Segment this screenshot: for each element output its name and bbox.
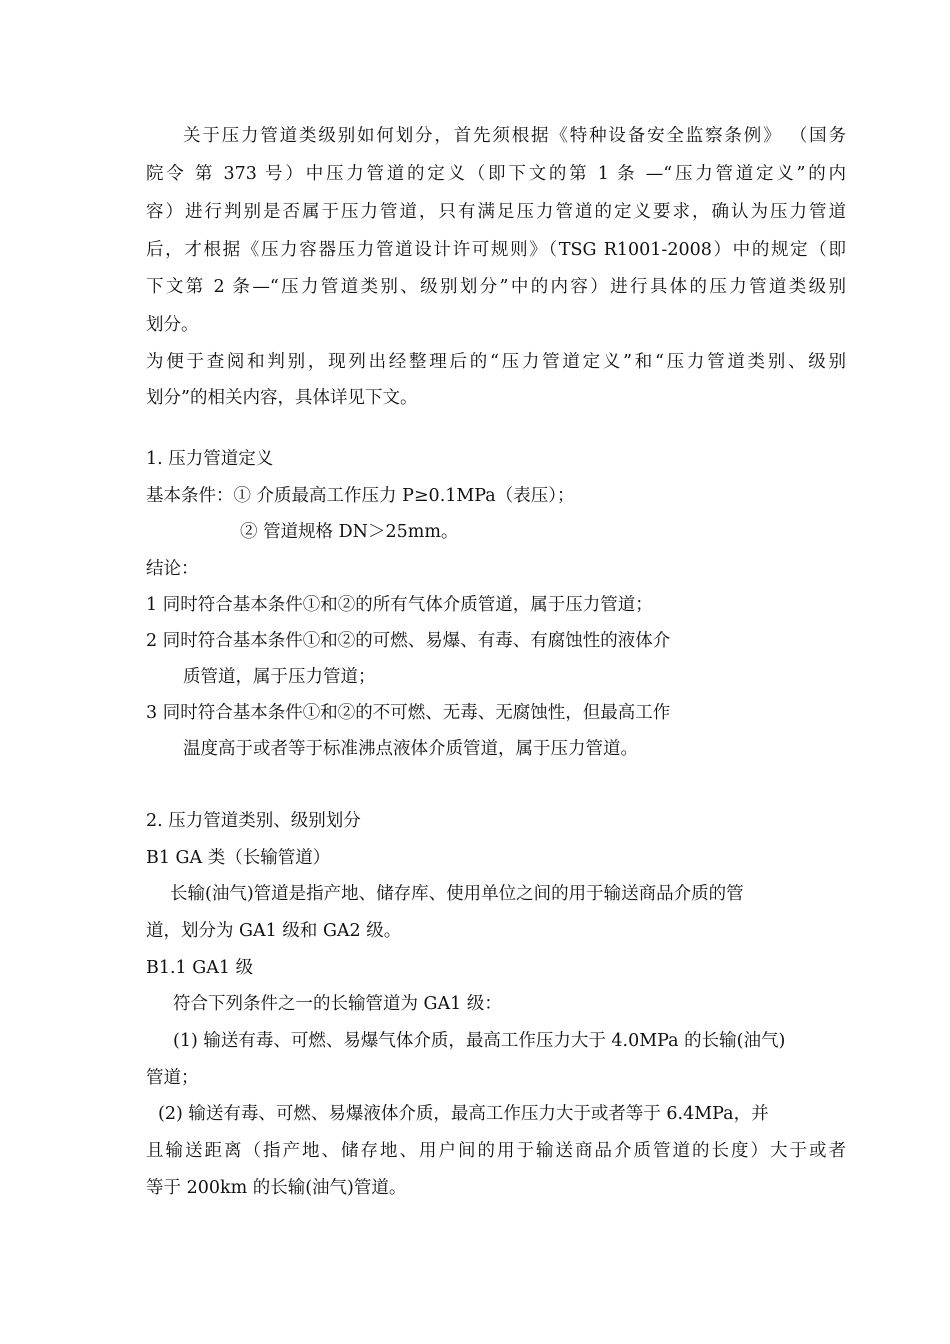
condition-2: (2) 输送有毒、可燃、易爆液体介质，最高工作压力大于或者等于 6.4MPa，并 bbox=[158, 1104, 769, 1124]
conclusion-item-3-cont: 温度高于或者等于标准沸点液体介质管道，属于压力管道。 bbox=[183, 739, 638, 759]
subsection-heading-b1: B1 GA 类（长输管道） bbox=[146, 848, 331, 868]
text-line: 院令 第 373 号）中压力管道的定义（即下文的第 1 条 —“压力管道定义”的内 bbox=[146, 164, 846, 184]
text-line: 划分”的相关内容，具体详见下文。 bbox=[146, 388, 418, 408]
text-line: 容）进行判别是否属于压力管道，只有满足压力管道的定义要求，确认为压力管道 bbox=[146, 202, 846, 222]
section-heading: 2. 压力管道类别、级别划分 bbox=[146, 811, 361, 831]
basic-condition-2: ② 管道规格 DN＞25mm。 bbox=[240, 522, 459, 542]
section-heading: 1. 压力管道定义 bbox=[146, 449, 274, 469]
text-line: 后，才根据《压力容器压力管道设计许可规则》（TSG R1001-2008）中的规定（即 bbox=[146, 240, 846, 260]
conclusion-item-1: 1 同时符合基本条件①和②的所有气体介质管道，属于压力管道； bbox=[146, 595, 653, 615]
text-line: 下文第 2 条—“压力管道类别、级别划分”中的内容）进行具体的压力管道类级别 bbox=[146, 277, 846, 297]
b1-text-line: 道，划分为 GA1 级和 GA2 级。 bbox=[146, 921, 402, 941]
condition-2-cont: 且输送距离（指产地、储存地、用户间的用于输送商品介质管道的长度）大于或者 bbox=[146, 1141, 846, 1161]
condition-1-cont: 管道； bbox=[146, 1068, 199, 1088]
text-line: 关于压力管道类级别如何划分，首先须根据《特种设备安全监察条例》 （国务 bbox=[183, 126, 846, 146]
conclusion-item-3: 3 同时符合基本条件①和②的不可燃、无毒、无腐蚀性，但最高工作 bbox=[146, 703, 671, 723]
conclusion-item-2-cont: 质管道，属于压力管道； bbox=[183, 667, 376, 687]
b1-text-line: 长输(油气)管道是指产地、储存库、使用单位之间的用于输送商品介质的管 bbox=[170, 884, 744, 904]
basic-condition-1: 基本条件：① 介质最高工作压力 P≥0.1MPa（表压）； bbox=[146, 486, 575, 506]
b11-intro: 符合下列条件之一的长输管道为 GA1 级： bbox=[173, 994, 502, 1014]
text-line: 划分。 bbox=[146, 315, 199, 335]
text-line: 为便于查阅和判别，现列出经整理后的“压力管道定义”和“压力管道类别、级别 bbox=[146, 352, 846, 372]
condition-2-cont: 等于 200km 的长输(油气)管道。 bbox=[146, 1178, 407, 1198]
subsection-heading-b11: B1.1 GA1 级 bbox=[146, 958, 254, 978]
condition-1: (1) 输送有毒、可燃、易爆气体介质，最高工作压力大于 4.0MPa 的长输(油气) bbox=[173, 1031, 786, 1051]
conclusion-label: 结论： bbox=[146, 559, 199, 579]
conclusion-item-2: 2 同时符合基本条件①和②的可燃、易爆、有毒、有腐蚀性的液体介 bbox=[146, 631, 671, 651]
